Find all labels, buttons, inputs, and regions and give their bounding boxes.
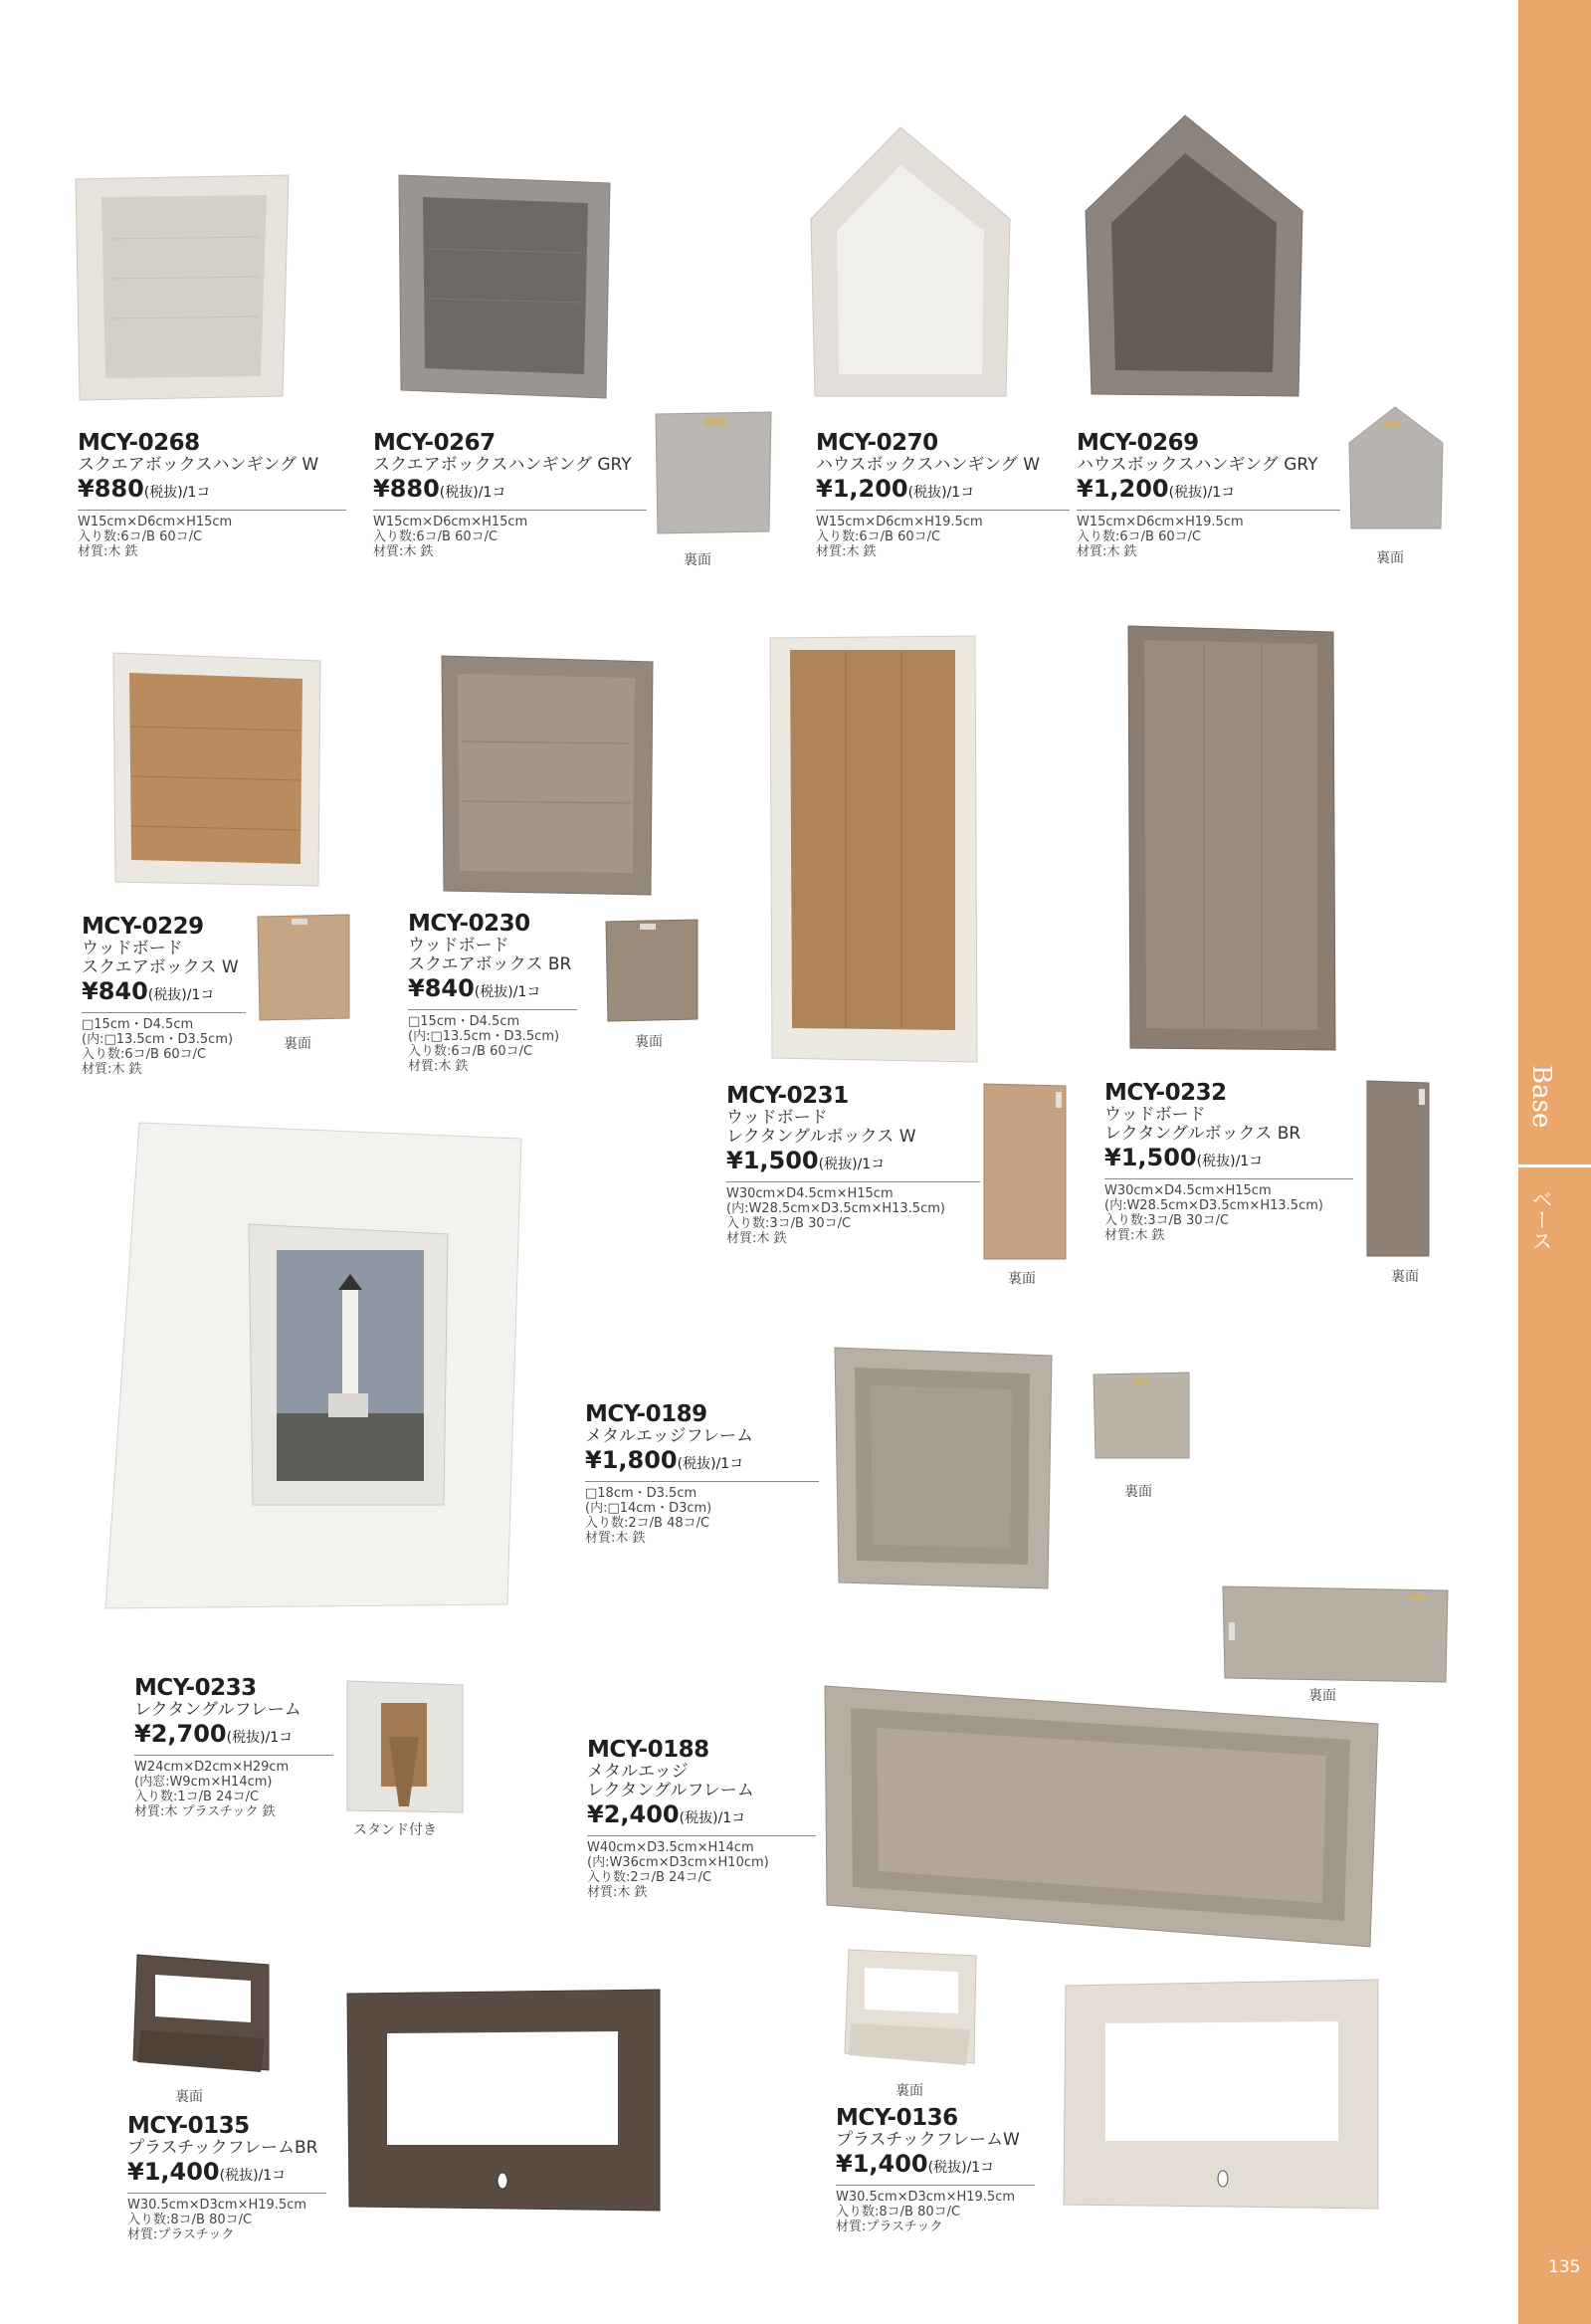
product-name: ウッドボード (408, 936, 509, 955)
square-box-white-image (70, 169, 298, 408)
product-spec: (内:W28.5cm×D3.5cm×H13.5cm) (726, 1201, 945, 1216)
product-name: ウッドボード (726, 1108, 828, 1128)
product-mcy-0136 (836, 2105, 1035, 2234)
plastic-frame-w-image (1060, 1976, 1383, 2215)
product-spec: 入り数:2コ/B 24コ/C (587, 1870, 712, 1885)
metal-edge-rect-frame-image (821, 1682, 1383, 1951)
back-caption: 裏面 (1124, 1484, 1152, 1500)
product-spec: (内:W36cm×D3cm×H10cm) (587, 1855, 769, 1870)
product-name: メタルエッジ (587, 1762, 689, 1782)
product-code: MCY-0136 (836, 2105, 958, 2131)
product-price: ¥1,500(税抜)/1コ (1104, 1144, 1264, 1171)
product-spec: (内:□13.5cm・D3.5cm) (408, 1029, 560, 1044)
product-spec: 入り数:6コ/B 60コ/C (373, 529, 498, 544)
plastic-frame-w-back-image (841, 1946, 980, 2075)
product-spec: W30.5cm×D3cm×H19.5cm (127, 2198, 307, 2213)
back-caption: 裏面 (175, 2089, 203, 2105)
product-spec: 材質:プラスチック (836, 2219, 943, 2234)
product-spec: 入り数:8コ/B 80コ/C (836, 2205, 961, 2219)
section-side-tab (1518, 0, 1591, 2324)
product-price: ¥1,800(税抜)/1コ (585, 1446, 744, 1474)
product-price: ¥880(税抜)/1コ (78, 475, 211, 503)
divider (816, 510, 1070, 511)
rect-box-brown-back-image (1363, 1077, 1433, 1261)
divider (587, 1835, 816, 1836)
product-spec: 入り数:6コ/B 60コ/C (1077, 529, 1202, 544)
product-spec: W40cm×D3.5cm×H14cm (587, 1840, 754, 1855)
back-caption: 裏面 (1308, 1688, 1336, 1704)
product-name: レクタングルボックス BR (1104, 1124, 1301, 1144)
product-spec: 材質:木 鉄 (816, 544, 877, 559)
product-price: ¥840(税抜)/1コ (82, 977, 215, 1005)
product-spec: 入り数:2コ/B 48コ/C (585, 1516, 710, 1531)
wood-square-box-brown-image (438, 652, 657, 901)
product-spec: W15cm×D6cm×H19.5cm (816, 515, 983, 529)
product-mcy-0188 (587, 1737, 816, 1900)
product-price: ¥1,200(税抜)/1コ (816, 475, 975, 503)
back-caption: 裏面 (1008, 1271, 1036, 1287)
divider (585, 1481, 819, 1482)
product-name: ハウスボックスハンギング GRY (1077, 455, 1318, 475)
product-mcy-0231 (726, 1083, 980, 1246)
back-caption: 裏面 (1376, 550, 1404, 566)
product-name: スクエアボックス W (82, 957, 239, 977)
product-mcy-0135 (127, 2113, 326, 2242)
product-name: プラスチックフレームBR (127, 2138, 318, 2158)
wood-board-brown-back-image (602, 916, 701, 1025)
product-spec: □15cm・D4.5cm (408, 1014, 520, 1029)
product-spec: W30cm×D4.5cm×H15cm (726, 1186, 894, 1201)
divider (134, 1755, 333, 1756)
product-spec: 材質:木 鉄 (1104, 1228, 1165, 1243)
product-spec: (内:□14cm・D3cm) (585, 1501, 712, 1516)
wood-square-box-white-image (109, 647, 323, 891)
product-price: ¥840(税抜)/1コ (408, 974, 541, 1002)
product-spec: W30.5cm×D3cm×H19.5cm (836, 2190, 1016, 2205)
product-price: ¥2,700(税抜)/1コ (134, 1720, 294, 1748)
product-spec: 入り数:6コ/B 60コ/C (78, 529, 203, 544)
product-price: ¥880(税抜)/1コ (373, 475, 506, 503)
product-spec: W15cm×D6cm×H19.5cm (1077, 515, 1244, 529)
divider (1077, 510, 1340, 511)
back-caption: 裏面 (635, 1034, 663, 1050)
product-mcy-0233 (134, 1675, 333, 1819)
product-spec: 材質:木 鉄 (585, 1531, 646, 1546)
product-name: ウッドボード (1104, 1105, 1206, 1125)
section-label-en: Base (1526, 1065, 1556, 1129)
house-box-white-image (801, 119, 1020, 403)
product-spec: W15cm×D6cm×H15cm (373, 515, 528, 529)
wood-rect-box-white-image (766, 632, 980, 1065)
product-spec: 材質:木 鉄 (587, 1885, 648, 1900)
divider (127, 2193, 326, 2194)
product-spec: (内:□13.5cm・D3.5cm) (82, 1032, 234, 1047)
back-caption: 裏面 (895, 2083, 923, 2099)
product-spec: 材質:木 プラスチック 鉄 (134, 1804, 276, 1819)
product-spec: (内:W28.5cm×D3.5cm×H13.5cm) (1104, 1198, 1323, 1213)
product-mcy-0229 (82, 914, 246, 1077)
product-name: スクエアボックスハンギング W (78, 455, 319, 475)
divider (78, 510, 346, 511)
product-name: メタルエッジフレーム (585, 1426, 753, 1446)
rect-frame-large-image (99, 1115, 527, 1612)
rect-frame-stand-image (343, 1677, 468, 1816)
product-spec: W15cm×D6cm×H15cm (78, 515, 233, 529)
product-mcy-0269 (1077, 430, 1340, 559)
back-caption: 裏面 (284, 1036, 311, 1052)
plastic-frame-br-back-image (129, 1951, 274, 2080)
product-mcy-0230 (408, 911, 577, 1074)
product-mcy-0270 (816, 430, 1070, 559)
square-box-back-image (652, 408, 776, 537)
wood-rect-box-brown-image (1124, 622, 1338, 1055)
product-code: MCY-0270 (816, 430, 938, 456)
product-spec: 材質:木 鉄 (373, 544, 434, 559)
product-name: レクタングルボックス W (726, 1127, 916, 1147)
product-spec: 材質:木 鉄 (1077, 544, 1137, 559)
divider (836, 2185, 1035, 2186)
product-mcy-0267 (373, 430, 647, 559)
product-spec: 入り数:1コ/B 24コ/C (134, 1790, 260, 1804)
product-code: MCY-0229 (82, 914, 204, 940)
product-code: MCY-0233 (134, 1675, 257, 1701)
product-spec: 入り数:6コ/B 60コ/C (816, 529, 941, 544)
divider (726, 1181, 980, 1182)
page-number: 135 (1548, 2257, 1581, 2277)
divider (82, 1012, 246, 1013)
plastic-frame-br-image (343, 1986, 662, 2215)
square-box-gray-image (393, 169, 617, 408)
product-spec: □18cm・D3.5cm (585, 1486, 697, 1501)
product-spec: W30cm×D4.5cm×H15cm (1104, 1183, 1272, 1198)
product-mcy-0189 (585, 1401, 819, 1546)
product-code: MCY-0269 (1077, 430, 1199, 456)
divider (408, 1009, 577, 1010)
product-spec: W24cm×D2cm×H29cm (134, 1760, 290, 1775)
wood-board-back-image (254, 911, 353, 1025)
product-name: ハウスボックスハンギング W (816, 455, 1041, 475)
product-code: MCY-0188 (587, 1737, 709, 1763)
product-spec: 材質:プラスチック (127, 2227, 235, 2242)
product-price: ¥1,400(税抜)/1コ (836, 2150, 995, 2178)
stand-caption: スタンド付き (353, 1822, 437, 1838)
product-spec: 入り数:3コ/B 30コ/C (726, 1216, 852, 1231)
metal-edge-frame-back-image (1090, 1369, 1194, 1463)
tab-divider (1518, 1164, 1591, 1167)
product-name: レクタングルフレーム (134, 1700, 301, 1720)
product-spec: □15cm・D4.5cm (82, 1017, 194, 1032)
back-caption: 裏面 (684, 552, 711, 568)
back-caption: 裏面 (1391, 1269, 1419, 1285)
metal-edge-frame-image (831, 1344, 1055, 1592)
product-code: MCY-0267 (373, 430, 496, 456)
section-label-jp: ベース (1529, 1188, 1553, 1251)
product-code: MCY-0231 (726, 1083, 849, 1109)
product-spec: 入り数:6コ/B 60コ/C (82, 1047, 207, 1062)
product-spec: 材質:木 鉄 (408, 1059, 469, 1074)
product-name: ウッドボード (82, 939, 183, 958)
product-name: プラスチックフレームW (836, 2130, 1020, 2150)
product-price: ¥2,400(税抜)/1コ (587, 1800, 746, 1828)
product-spec: 入り数:8コ/B 80コ/C (127, 2213, 253, 2227)
divider (1104, 1178, 1353, 1179)
house-box-back-image (1343, 403, 1448, 532)
product-mcy-0232 (1104, 1080, 1353, 1243)
product-code: MCY-0135 (127, 2113, 250, 2139)
product-price: ¥1,200(税抜)/1コ (1077, 475, 1236, 503)
product-spec: 材質:木 鉄 (726, 1231, 787, 1246)
product-name: スクエアボックスハンギング GRY (373, 455, 632, 475)
product-code: MCY-0268 (78, 430, 200, 456)
product-code: MCY-0232 (1104, 1080, 1227, 1106)
product-spec: 入り数:3コ/B 30コ/C (1104, 1213, 1230, 1228)
product-spec: 材質:木 鉄 (82, 1062, 142, 1077)
product-spec: 入り数:6コ/B 60コ/C (408, 1044, 533, 1059)
product-name: スクエアボックス BR (408, 954, 572, 974)
product-spec: 材質:木 鉄 (78, 544, 138, 559)
product-name: レクタングルフレーム (587, 1781, 754, 1800)
house-box-gray-image (1080, 109, 1308, 403)
rect-box-white-back-image (980, 1080, 1070, 1264)
product-price: ¥1,400(税抜)/1コ (127, 2158, 287, 2186)
product-price: ¥1,500(税抜)/1コ (726, 1147, 886, 1174)
product-code: MCY-0189 (585, 1401, 707, 1427)
metal-edge-rect-frame-back-image (1219, 1583, 1453, 1687)
product-code: MCY-0230 (408, 911, 530, 937)
product-mcy-0268 (78, 430, 346, 559)
divider (373, 510, 647, 511)
product-spec: (内窓:W9cm×H14cm) (134, 1775, 273, 1790)
